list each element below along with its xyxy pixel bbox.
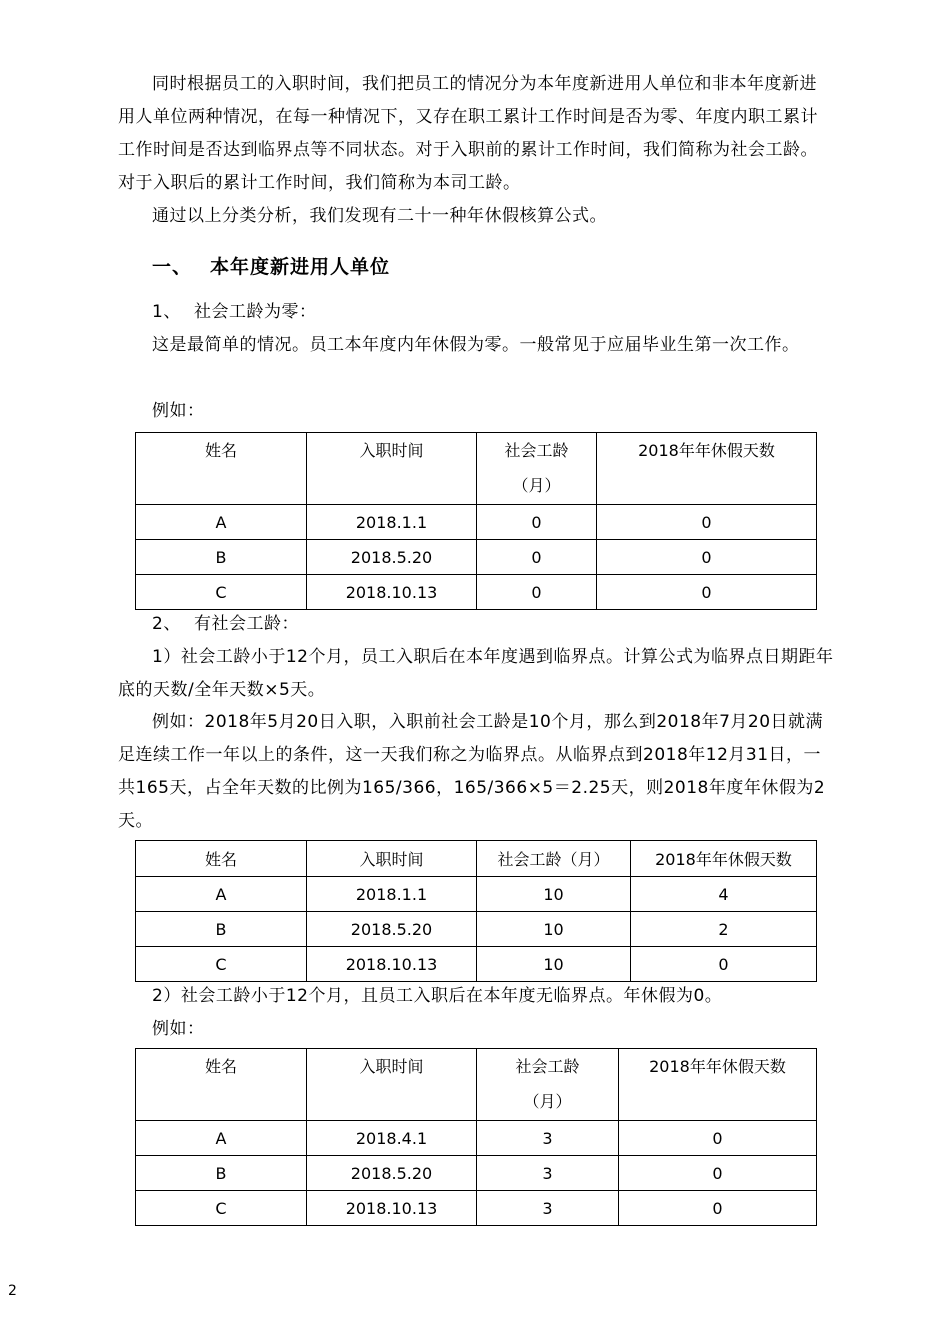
cell-social-seniority: 3 [477, 1121, 619, 1156]
cell-annual-leave: 0 [619, 1156, 817, 1191]
header-name: 姓名 [136, 1049, 307, 1121]
cell-social-seniority: 10 [477, 912, 631, 947]
table-row [136, 505, 817, 540]
cell-annual-leave: 0 [631, 947, 817, 982]
header-name: 姓名 [136, 841, 307, 877]
table-row [136, 877, 817, 912]
cell-social-seniority: 10 [477, 877, 631, 912]
case2-sub1-text: 1）社会工龄小于12个月，员工入职后在本年度遇到临界点。计算公式为临界点日期距年底的天数/全年天数×5天。 [118, 647, 834, 700]
table-row [136, 947, 817, 982]
page-number: 2 [8, 1283, 17, 1299]
cell-name: C [136, 575, 307, 610]
cell-name: A [136, 1121, 307, 1156]
cell-hire-date: 2018.1.1 [307, 877, 477, 912]
header-annual-leave: 2018年年休假天数 [619, 1049, 817, 1121]
cell-annual-leave: 2 [631, 912, 817, 947]
header-name: 姓名 [136, 433, 307, 505]
cell-name: A [136, 505, 307, 540]
cell-social-seniority: 3 [477, 1156, 619, 1191]
table-case2-sub1 [135, 840, 817, 982]
header-hire-date: 入职时间 [307, 841, 477, 877]
table-case1 [135, 432, 817, 610]
cell-hire-date: 2018.10.13 [307, 947, 477, 982]
cell-annual-leave: 0 [597, 575, 817, 610]
section-number: 一、 [152, 256, 193, 278]
case2-heading [152, 608, 299, 641]
cell-annual-leave: 0 [597, 505, 817, 540]
header-annual-leave: 2018年年休假天数 [631, 841, 817, 877]
cell-hire-date: 2018.5.20 [307, 540, 477, 575]
cell-hire-date: 2018.10.13 [307, 575, 477, 610]
case1-heading [152, 296, 317, 329]
section-title: 本年度新进用人单位 [210, 256, 391, 278]
case2-sub2-text: 2）社会工龄小于12个月，且员工入职后在本年度无临界点。年休假为0。 [152, 986, 723, 1006]
cell-name: B [136, 540, 307, 575]
cell-social-seniority: 0 [477, 575, 597, 610]
cell-name: C [136, 947, 307, 982]
table-case2-sub2 [135, 1048, 817, 1226]
cell-social-seniority: 0 [477, 505, 597, 540]
cell-hire-date: 2018.10.13 [307, 1191, 477, 1226]
table-row [136, 1156, 817, 1191]
cell-hire-date: 2018.5.20 [307, 1156, 477, 1191]
cell-social-seniority: 10 [477, 947, 631, 982]
case2-sub2-example-label: 例如： [152, 1019, 205, 1039]
section-heading [152, 252, 390, 279]
cell-social-seniority: 0 [477, 540, 597, 575]
case1-description: 这是最简单的情况。员工本年度内年休假为零。一般常见于应届毕业生第一次工作。 [152, 335, 800, 355]
header-social-seniority-line1: 社会工龄 [504, 441, 569, 460]
cell-name: B [136, 1156, 307, 1191]
cell-name: A [136, 877, 307, 912]
case1-title: 社会工龄为零： [194, 302, 317, 322]
header-social-seniority [477, 433, 597, 505]
cell-name: B [136, 912, 307, 947]
cell-annual-leave: 4 [631, 877, 817, 912]
case2-sub1-example: 例如：2018年5月20日入职，入职前社会工龄是10个月，那么到2018年7月20日就满足连续工作一年以上的条件，这一天我们称之为临界点。从临界点到2018年12月31日，一共165天，占全年天数的比例为165/366，165/366×5＝2.25天，则2018年度年休假为2天。 [118, 712, 826, 831]
intro-paragraph-1: 同时根据员工的入职时间，我们把员工的情况分为本年度新进用人单位和非本年度新进用人单位两种情况，在每一种情况下，又存在职工累计工作时间是否为零、年度内职工累计工作时间是否达到临界点等不同状态。对于入职前的累计工作时间，我们简称为社会工龄。对于入职后的累计工作时间，我们简称为本司工龄。 [118, 74, 818, 193]
table-row [136, 1191, 817, 1226]
cell-annual-leave: 0 [597, 540, 817, 575]
case1-example-label: 例如： [152, 401, 205, 421]
header-social-seniority [477, 1049, 619, 1121]
case1-number: 1、 [152, 302, 181, 322]
header-social-seniority-line2: （月） [512, 476, 561, 495]
header-social-seniority-line1: 社会工龄 [515, 1057, 580, 1076]
table-row [136, 540, 817, 575]
cell-name: C [136, 1191, 307, 1226]
cell-hire-date: 2018.1.1 [307, 505, 477, 540]
case2-number: 2、 [152, 614, 181, 634]
table-row [136, 912, 817, 947]
header-annual-leave: 2018年年休假天数 [597, 433, 817, 505]
cell-hire-date: 2018.4.1 [307, 1121, 477, 1156]
intro-paragraph-2: 通过以上分类分析，我们发现有二十一种年休假核算公式。 [152, 206, 607, 226]
cell-annual-leave: 0 [619, 1121, 817, 1156]
cell-social-seniority: 3 [477, 1191, 619, 1226]
cell-hire-date: 2018.5.20 [307, 912, 477, 947]
header-hire-date: 入职时间 [307, 433, 477, 505]
table-row [136, 575, 817, 610]
header-social-seniority-line2: （月） [523, 1092, 572, 1111]
header-social-seniority: 社会工龄（月） [477, 841, 631, 877]
cell-annual-leave: 0 [619, 1191, 817, 1226]
header-hire-date: 入职时间 [307, 1049, 477, 1121]
table-row [136, 1121, 817, 1156]
case2-title: 有社会工龄： [194, 614, 299, 634]
